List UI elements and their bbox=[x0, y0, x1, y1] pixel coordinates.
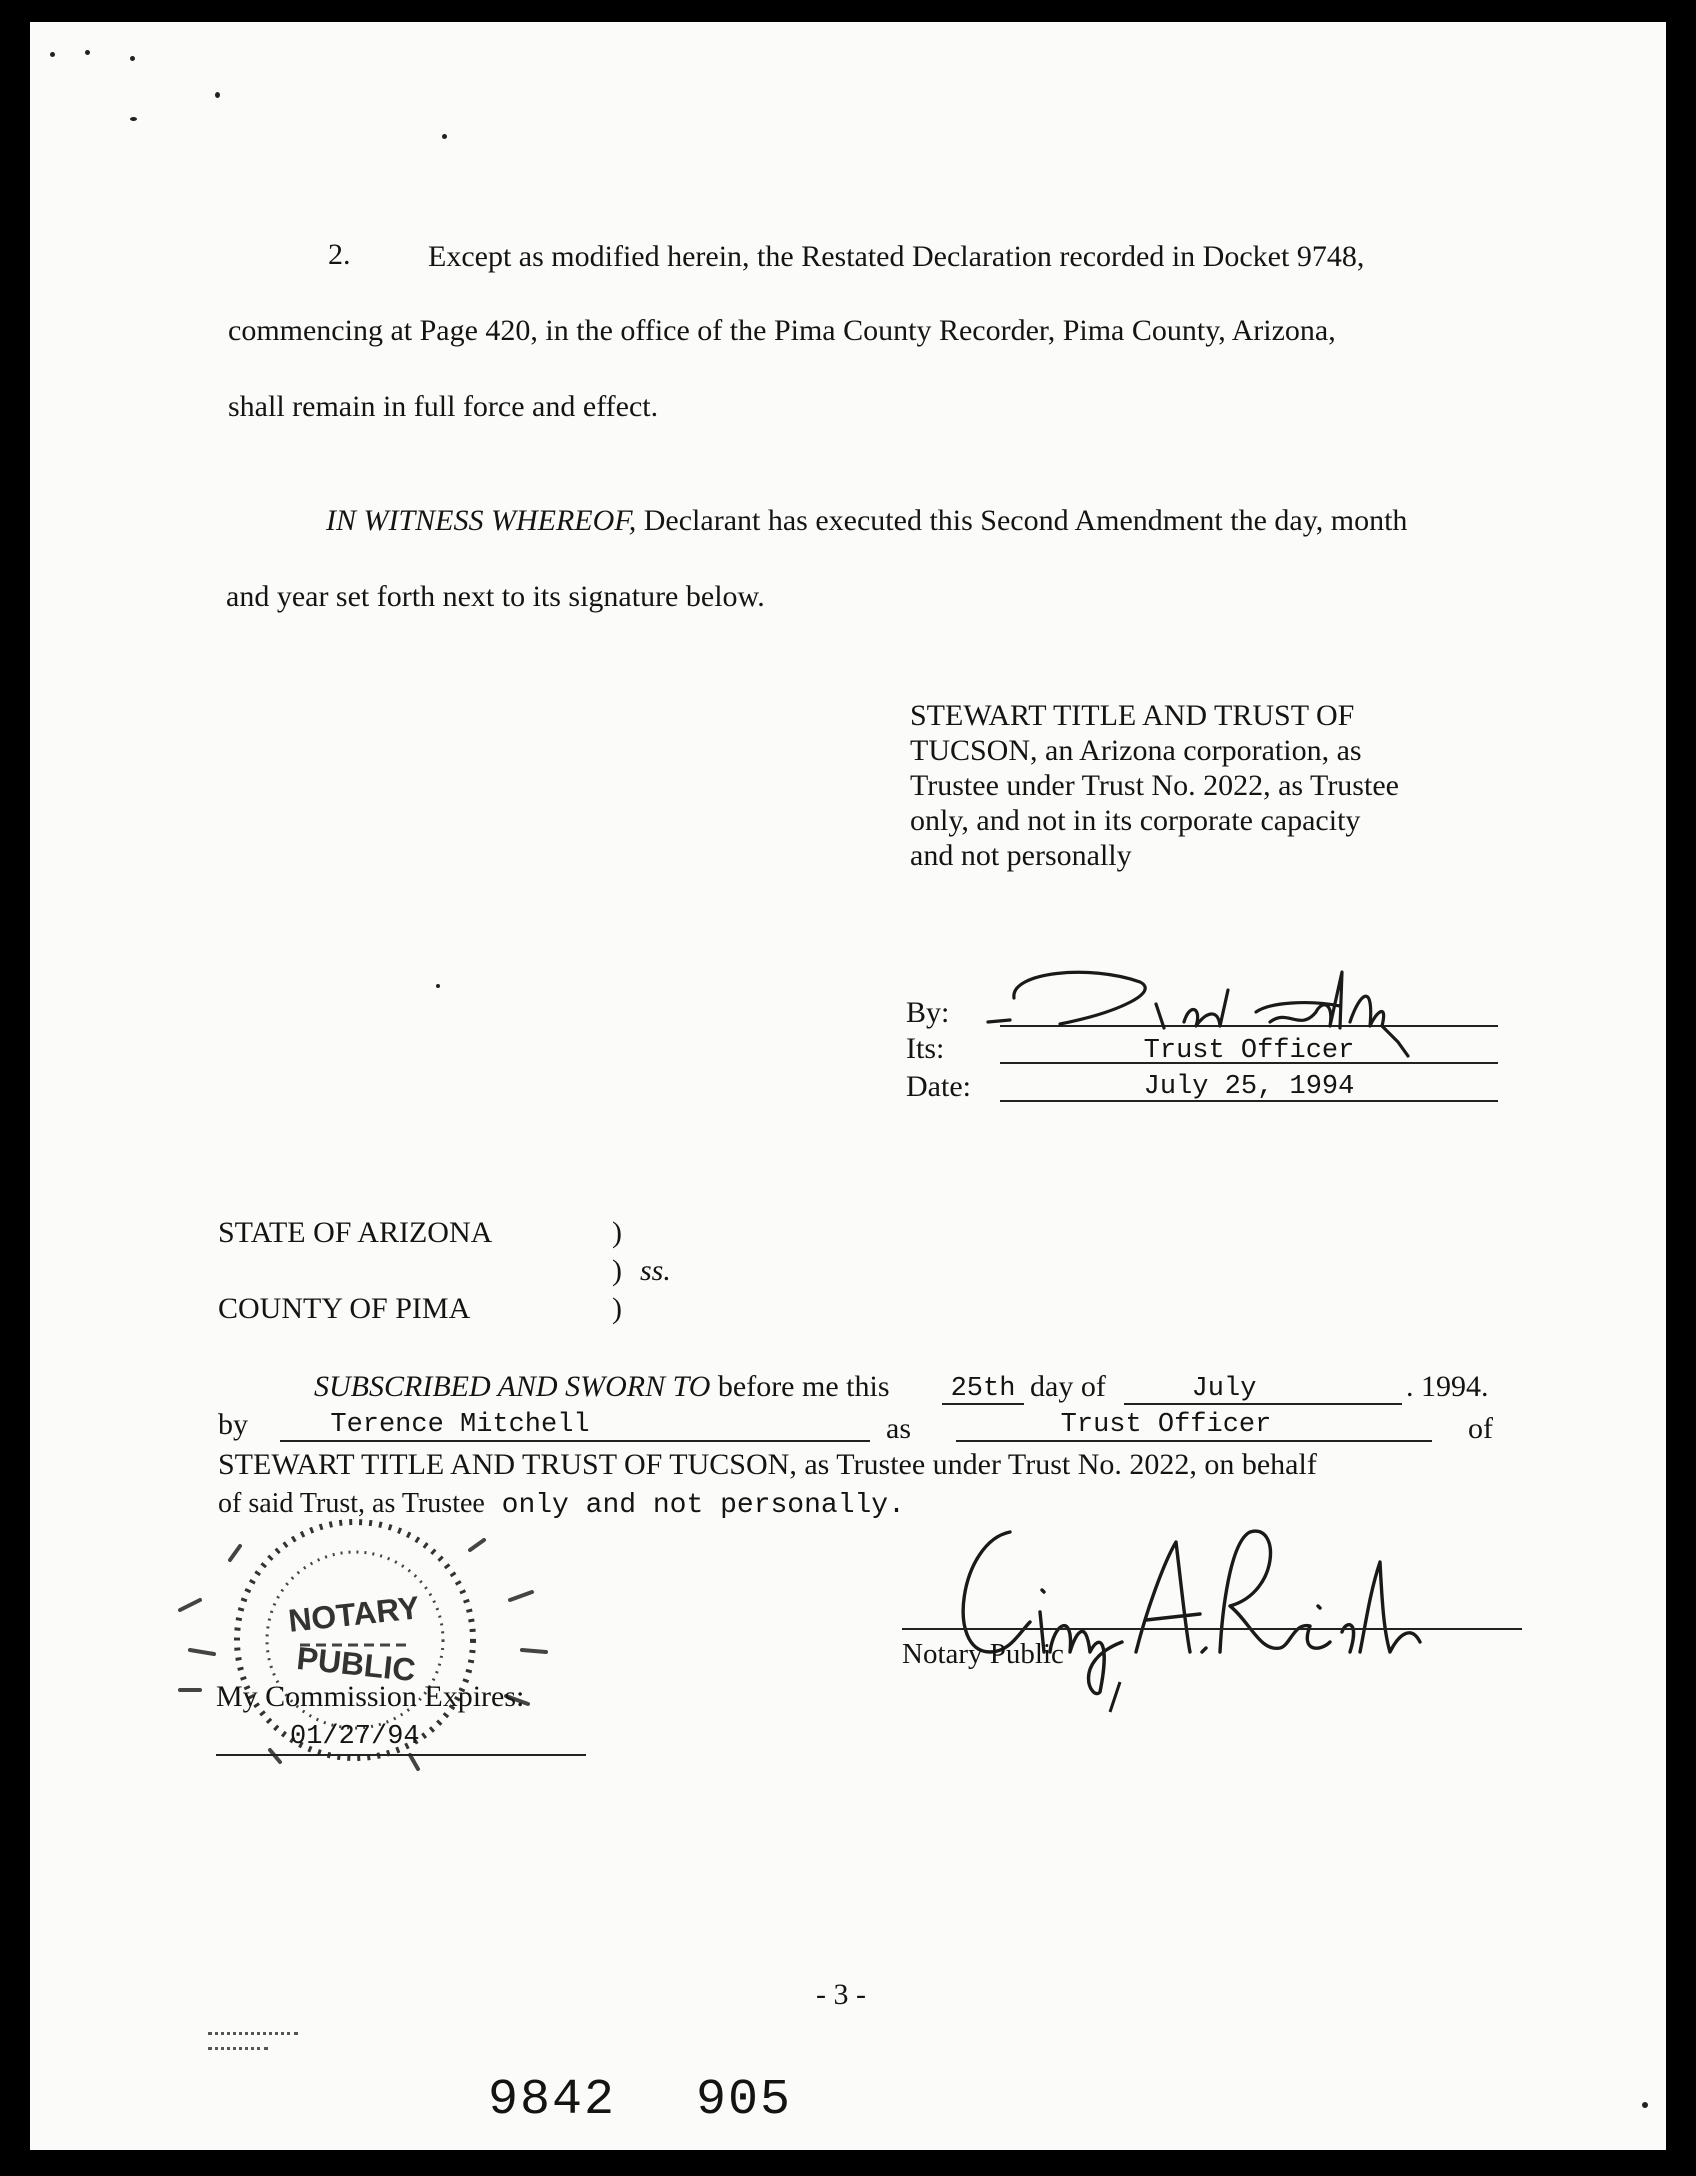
commission-date: 01/27/94 bbox=[290, 1722, 420, 1752]
jurat-by: by bbox=[218, 1408, 248, 1441]
jurat-title-value: Trust Officer bbox=[1060, 1410, 1272, 1440]
notary-signature-line bbox=[902, 1628, 1522, 1630]
county-label: COUNTY OF PIMA bbox=[218, 1292, 471, 1325]
docket-stamp bbox=[488, 2072, 792, 2129]
witness-line-2: and year set forth next to its signature below. bbox=[226, 580, 765, 613]
jurat-day-of: day of bbox=[1030, 1370, 1106, 1403]
witness-heading: IN WITNESS WHEREOF, bbox=[326, 504, 637, 537]
jurat-of: of bbox=[1468, 1412, 1493, 1445]
docket-page: 905 bbox=[696, 2072, 793, 2129]
venue-ss: ss. bbox=[640, 1254, 671, 1287]
its-label: Its: bbox=[906, 1032, 945, 1065]
trustee-block bbox=[910, 698, 1399, 873]
paragraph-2-line-3: shall remain in full force and effect. bbox=[228, 390, 659, 423]
scan-speck bbox=[442, 134, 447, 139]
jurat-title-line bbox=[956, 1440, 1432, 1442]
scan-speck bbox=[215, 92, 220, 98]
docket-number: 9842 bbox=[488, 2072, 617, 2129]
trustee-line-5: and not personally bbox=[910, 839, 1132, 872]
jurat-name-value: Terence Mitchell bbox=[330, 1410, 590, 1440]
scan-speck bbox=[130, 56, 135, 61]
seal-public-text: PUBLIC bbox=[295, 1639, 418, 1689]
venue-paren-2: ) bbox=[612, 1254, 622, 1287]
witness-line-1 bbox=[326, 506, 1407, 536]
commission-label: My Commission Expires: bbox=[216, 1680, 525, 1713]
notary-public-label: Notary Public bbox=[902, 1638, 1064, 1670]
jurat-name-line bbox=[280, 1440, 870, 1442]
jurat-as: as bbox=[886, 1412, 911, 1445]
scan-speck bbox=[1642, 2102, 1648, 2108]
scan-speck bbox=[50, 52, 55, 57]
venue-paren-3: ) bbox=[612, 1292, 622, 1325]
by-label: By: bbox=[906, 996, 950, 1029]
jurat-line-1-start bbox=[314, 1372, 890, 1402]
trustee-line-3: Trustee under Trust No. 2022, as Trustee bbox=[910, 769, 1399, 802]
jurat-year: . 1994. bbox=[1406, 1370, 1489, 1403]
date-label: Date: bbox=[906, 1070, 971, 1103]
commission-line bbox=[216, 1754, 586, 1756]
date-value: July 25, 1994 bbox=[1143, 1072, 1355, 1102]
jurat-day-value: 25th bbox=[950, 1374, 1016, 1404]
page-number: - 3 - bbox=[816, 1978, 866, 2011]
jurat-line-4-serif: of said Trust, as Trustee bbox=[218, 1488, 485, 1519]
its-value: Trust Officer bbox=[1143, 1036, 1355, 1066]
jurat-before-text: before me this bbox=[710, 1370, 890, 1403]
venue-paren-1: ) bbox=[612, 1216, 622, 1249]
jurat-line-4-mono: only and not personally. bbox=[484, 1490, 905, 1521]
jurat-heading: SUBSCRIBED AND SWORN TO bbox=[314, 1370, 711, 1403]
document-page bbox=[30, 22, 1666, 2150]
scan-speck bbox=[436, 984, 440, 988]
trust-officer-signature bbox=[970, 942, 1450, 1072]
trustee-line-4: only, and not in its corporate capacity bbox=[910, 804, 1361, 837]
paragraph-2-line-1: Except as modified herein, the Restated Declaration recorded in Docket 9748, bbox=[428, 240, 1365, 273]
scan-speck bbox=[85, 50, 90, 55]
jurat-month-value: July bbox=[1191, 1374, 1257, 1404]
jurat-line-3: STEWART TITLE AND TRUST OF TUCSON, as Trustee under Trust No. 2022, on behalf bbox=[218, 1448, 1317, 1481]
paragraph-2-line-2: commencing at Page 420, in the office of the Pima County Recorder, Pima County, Arizona, bbox=[228, 314, 1336, 347]
trustee-line-2: TUCSON, an Arizona corporation, as bbox=[910, 734, 1362, 767]
notary-signature bbox=[950, 1502, 1430, 1722]
scan-speck bbox=[130, 117, 137, 121]
state-label: STATE OF ARIZONA bbox=[218, 1216, 493, 1249]
scan-mark bbox=[208, 2032, 298, 2056]
trustee-line-1: STEWART TITLE AND TRUST OF bbox=[910, 699, 1355, 732]
seal-notary-text: NOTARY bbox=[286, 1589, 422, 1639]
paragraph-number: 2. bbox=[328, 238, 351, 271]
witness-text: Declarant has executed this Second Amendment the day, month bbox=[643, 504, 1408, 537]
